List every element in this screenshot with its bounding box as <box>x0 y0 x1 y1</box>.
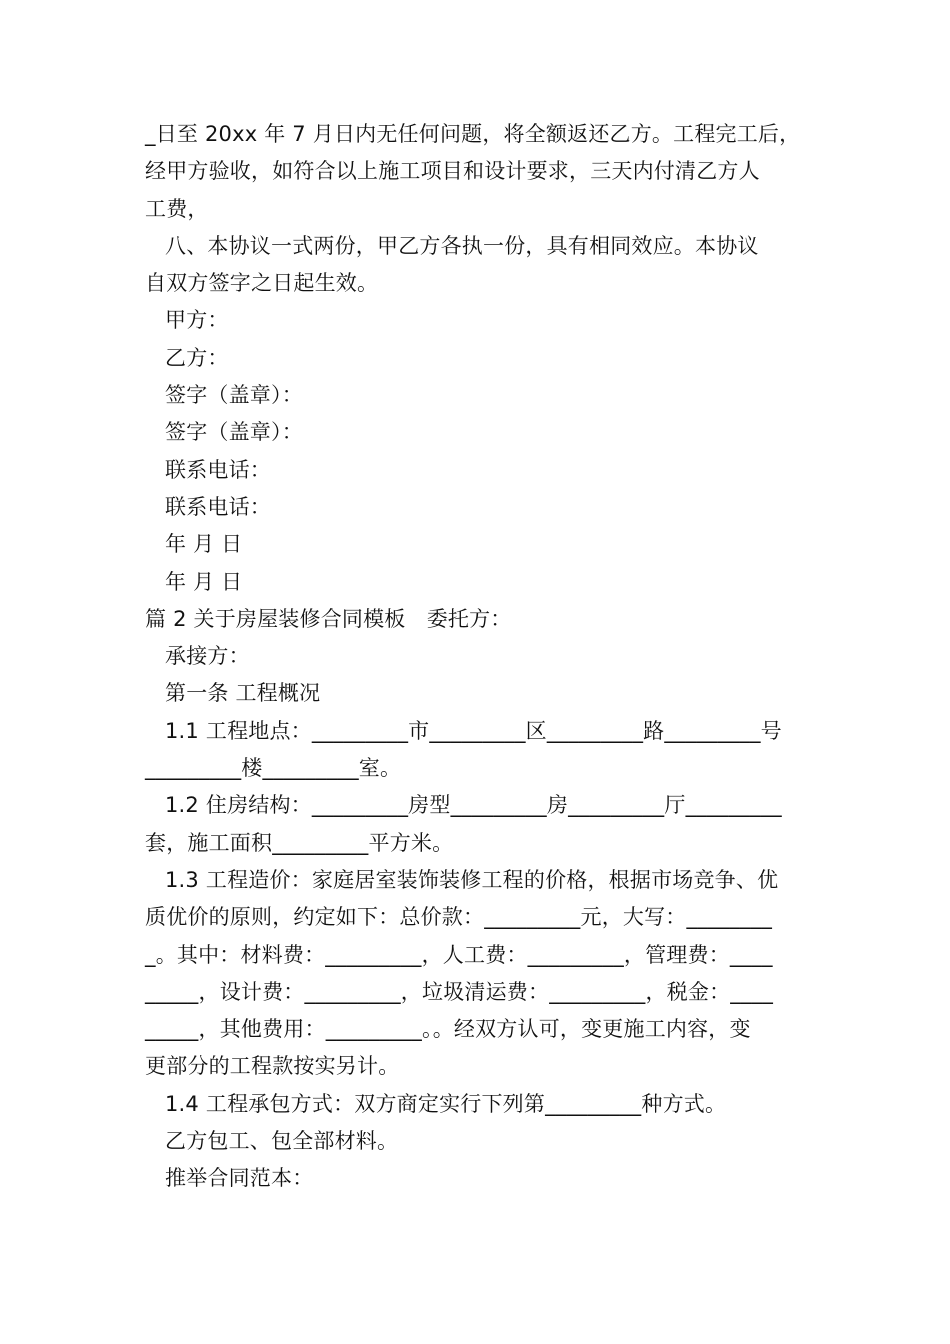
document-body <box>145 116 807 1198</box>
signature-label: 签字（盖章）： <box>165 420 303 445</box>
text-line: 1.4 工程承包方式：双方商定实行下列第_________种方式。 <box>165 1091 727 1116</box>
text-line: 套，施工面积_________平方米。 <box>145 830 454 855</box>
text-line: 更部分的工程款按实另计。 <box>145 1054 400 1079</box>
text-line: _。其中：材料费：_________，人工费：_________，管理费：____ <box>145 942 773 967</box>
date-label: 年 月 日 <box>165 569 243 594</box>
date-label: 年 月 日 <box>165 532 243 557</box>
contractor-label: 承接方： <box>165 644 250 669</box>
phone-label: 联系电话： <box>165 494 271 519</box>
article-heading: 第一条 工程概况 <box>165 681 321 706</box>
text-line: 1.2 住房结构：_________房型_________房_________厅_________ <box>165 793 782 818</box>
text-line: 推举合同范本： <box>165 1166 314 1191</box>
signature-label: 签字（盖章）： <box>165 383 303 408</box>
text-line: 质优价的原则，约定如下：总价款：_________元，大写：________ <box>145 905 773 930</box>
text-line: 工费， <box>145 196 209 221</box>
text-line: 八、本协议一式两份，甲乙方各执一份，具有相同效应。本协议 <box>165 233 759 258</box>
party-b-label: 乙方： <box>165 345 229 370</box>
text-line: 1.1 工程地点：_________市_________区_________路_________号 <box>165 718 782 743</box>
text-line: _日至 20xx 年 7 月日内无任何问题，将全额返还乙方。工程完工后， <box>145 122 801 146</box>
text-line: _____，设计费：_________，垃圾清运费：_________，税金：____ <box>145 979 774 1004</box>
text-line: _________楼_________室。 <box>145 756 402 781</box>
text-line: _____，其他费用：_________。。经双方认可，变更施工内容，变 <box>145 1017 751 1042</box>
party-a-label: 甲方： <box>165 308 229 333</box>
text-line: 经甲方验收，如符合以上施工项目和设计要求，三天内付清乙方人 <box>145 159 760 184</box>
text-line: 自双方签字之日起生效。 <box>145 271 379 296</box>
text-line: 1.3 工程造价：家庭居室装饰装修工程的价格，根据市场竞争、优 <box>165 867 779 892</box>
phone-label: 联系电话： <box>165 457 271 482</box>
text-line: 乙方包工、包全部材料。 <box>165 1129 399 1154</box>
section-heading: 篇 2 关于房屋装修合同模板 委托方： <box>145 606 512 631</box>
